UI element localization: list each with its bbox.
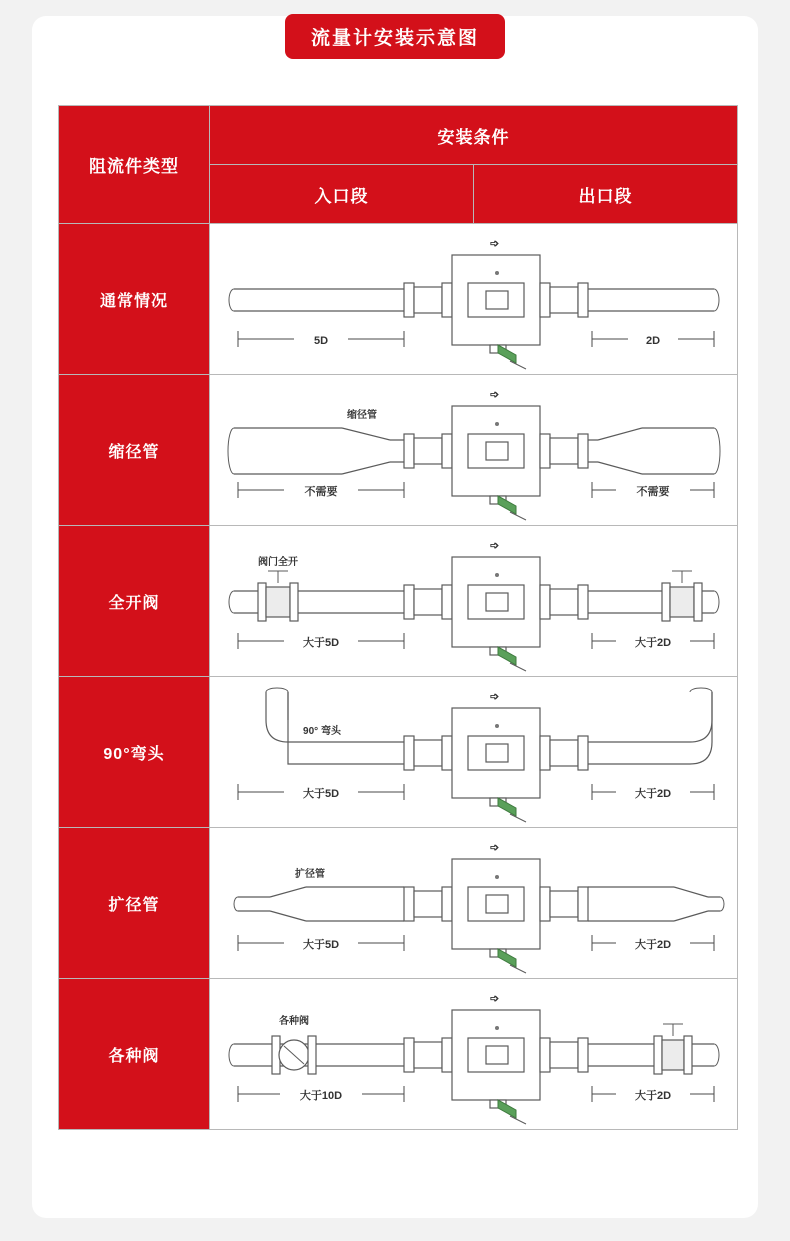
dim-outlet: 2D	[645, 335, 660, 347]
header-cell-type: 阻流件类型	[59, 106, 210, 224]
page-card	[32, 16, 758, 1218]
dim-inlet: 大于10D	[299, 1090, 342, 1102]
diagram-various-valves	[214, 980, 734, 1128]
label-inlet-note: 缩径管	[346, 410, 377, 421]
flow-arrow-label: ➩	[489, 389, 499, 401]
flow-arrow-label: ➩	[489, 540, 499, 552]
flow-arrow-label: ➩	[489, 993, 499, 1005]
dim-outlet: 大于2D	[634, 1090, 671, 1102]
row-label-reducer: 缩径管	[59, 375, 210, 526]
flow-arrow-label: ➩	[489, 691, 499, 703]
label-inlet-note: 扩径管	[294, 869, 325, 880]
figure-normal	[210, 224, 738, 375]
label-inlet-note: 各种阀	[278, 1016, 309, 1027]
figure-expander	[210, 828, 738, 979]
diagram-elbow	[214, 678, 734, 826]
flow-arrow-label: ➩	[489, 842, 499, 854]
table-row	[59, 979, 738, 1130]
row-label-normal: 通常情况	[59, 224, 210, 375]
installation-table	[58, 105, 738, 1130]
row-label-elbow: 90°弯头	[59, 677, 210, 828]
page-title: 流量计安装示意图	[285, 14, 505, 59]
row-label-expander: 扩径管	[59, 828, 210, 979]
diagram-open-valve	[214, 527, 734, 675]
dim-inlet: 大于5D	[302, 939, 339, 951]
dim-inlet: 不需要	[304, 486, 337, 498]
dim-inlet: 5D	[313, 335, 328, 347]
diagram-normal	[214, 225, 734, 373]
header-cell-inlet: 入口段	[210, 165, 474, 224]
dim-inlet: 大于5D	[302, 637, 339, 649]
table-row	[59, 375, 738, 526]
figure-elbow	[210, 677, 738, 828]
figure-open-valve	[210, 526, 738, 677]
table-header-row	[59, 106, 738, 165]
diagram-expander	[214, 829, 734, 977]
table-row	[59, 526, 738, 677]
header-cell-outlet: 出口段	[474, 165, 738, 224]
dim-outlet: 不需要	[636, 486, 669, 498]
label-inlet-note: 阀门全开	[257, 557, 298, 568]
row-label-various-valves: 各种阀	[59, 979, 210, 1130]
dim-outlet: 大于2D	[634, 637, 671, 649]
dim-inlet: 大于5D	[302, 788, 339, 800]
label-inlet-note: 90° 弯头	[302, 726, 341, 737]
header-cell-condition: 安装条件	[210, 106, 738, 165]
flow-arrow-label: ➩	[489, 238, 499, 250]
table-row	[59, 828, 738, 979]
table-row	[59, 677, 738, 828]
title-container	[32, 14, 758, 59]
row-label-open-valve: 全开阀	[59, 526, 210, 677]
dim-outlet: 大于2D	[634, 939, 671, 951]
table-row	[59, 224, 738, 375]
dim-outlet: 大于2D	[634, 788, 671, 800]
diagram-reducer	[214, 376, 734, 524]
figure-various-valves	[210, 979, 738, 1130]
figure-reducer	[210, 375, 738, 526]
